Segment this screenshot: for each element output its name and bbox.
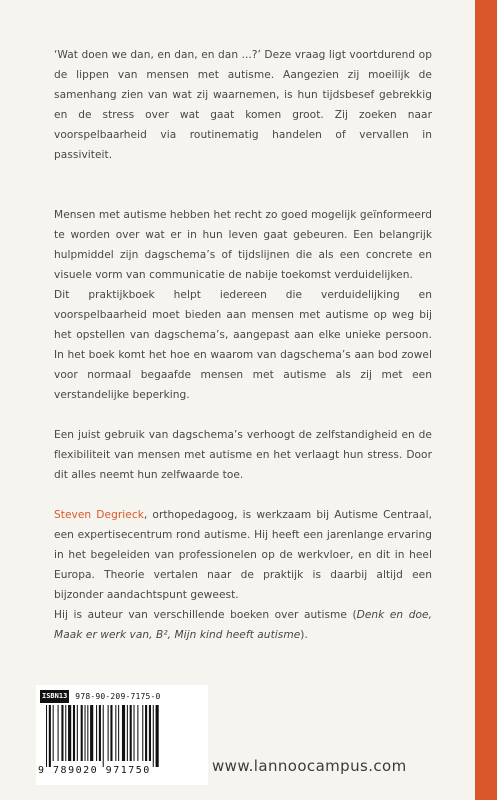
barcode-bar: [110, 705, 112, 761]
paragraph-book-purpose: Dit praktijkboek helpt iedereen die verduidelijking en voorspelbaarheid moet bieden aan mensen met autisme op weg bij het opstellen van dagschema’s, aangepast aan elke unieke persoon. In het boek komt het hoe en waarom van dagschema’s aan bod zowel voor normaal begaafde mensen met autisme als zij met een verstandelijke beperking.: [54, 289, 432, 401]
barcode-bar: [53, 705, 54, 761]
barcode-bar: [130, 705, 132, 761]
author-description: , orthopedagoog, is werkzaam bij Autisme Centraal, een expertisecentrum rond autisme. Hij heeft een jarenlange ervaring in het begeleiden van professionelen op de werkvloer, en dit in heel Europa. Theorie vertalen naar de praktijk is daarbij altijd een bijzonder aandachtspunt geweest.: [54, 509, 432, 601]
barcode-bar: [127, 705, 128, 761]
paragraph-rights: Mensen met autisme hebben het recht zo goed mogelijk geïnformeerd te worden over wat er in hun leven gaat gebeuren. Een belangrijk hulpmiddel zijn dagschema’s of tijdslijnen die als een concrete en visuele vorm van communicatie de nabije toekomst verduidelijken.: [54, 209, 432, 281]
barcode-bar: [58, 705, 59, 761]
barcode-bar: [46, 705, 47, 767]
barcode-bar: [118, 705, 119, 761]
barcode-bar: [134, 705, 135, 761]
barcode-bar: [81, 705, 83, 761]
barcode-bar: [145, 705, 147, 761]
barcode-bar: [61, 705, 63, 761]
back-cover-text: [54, 45, 432, 645]
barcode-bar: [49, 705, 51, 767]
paragraph-benefits: Een juist gebruik van dagschema’s verhoogt de zelfstandigheid en de flexibiliteit van mensen met autisme en het verlaagt hun stress. Door dit alles neemt hun zelfwaarde toe.: [54, 429, 432, 481]
barcode-bar: [99, 705, 101, 761]
author-name: Steven Degrieck: [54, 509, 144, 521]
barcode-bar: [68, 705, 71, 761]
spine-accent-stripe: [475, 0, 497, 800]
barcode-bar: [85, 705, 86, 761]
author-bio: [54, 505, 432, 605]
barcode-bar: [87, 705, 88, 761]
barcode-bar: [137, 705, 138, 761]
barcode-bar: [77, 705, 78, 761]
barcode-bar: [103, 705, 104, 767]
ean-digits: 9 789020 971750: [38, 765, 151, 776]
barcode-bar: [108, 705, 109, 761]
book-titles: Denk en doe, Maak er werk van, B², Mijn kind heeft autisme: [54, 609, 432, 641]
barcode-bar: [90, 705, 93, 761]
barcode-bar: [153, 705, 154, 767]
barcode-bar: [156, 705, 159, 767]
barcode-bar: [65, 705, 66, 761]
barcode-bar: [115, 705, 116, 761]
isbn-label: ISBN13: [40, 690, 69, 703]
barcode-bars-icon: [44, 705, 200, 767]
isbn-barcode: [36, 685, 208, 785]
barcode-bar: [73, 705, 75, 761]
barcode-bar: [122, 705, 125, 761]
barcode-bar: [142, 705, 143, 761]
author-books: Hij is auteur van verschillende boeken over autisme (Denk en doe, Maak er werk van, B², Mijn kind heeft autisme).: [54, 609, 432, 641]
barcode-bar: [96, 705, 97, 761]
isbn-number: 978-90-209-7175-0: [75, 691, 161, 701]
publisher-website[interactable]: www.lannoocampus.com: [212, 757, 407, 775]
paragraph-intro: ‘Wat doen we dan, en dan, en dan ...?’ Deze vraag ligt voortdurend op de lippen van mensen met autisme. Aangezien zij moeilijk de samenhang zien van wat zij waarnemen, is hun tijdsbesef gebrekkig en de stress over wat gaat komen groot. Zij zoeken naar voorspelbaarheid via routinematig handelen of vervallen in passiviteit.: [54, 49, 432, 161]
barcode-bar: [149, 705, 151, 761]
